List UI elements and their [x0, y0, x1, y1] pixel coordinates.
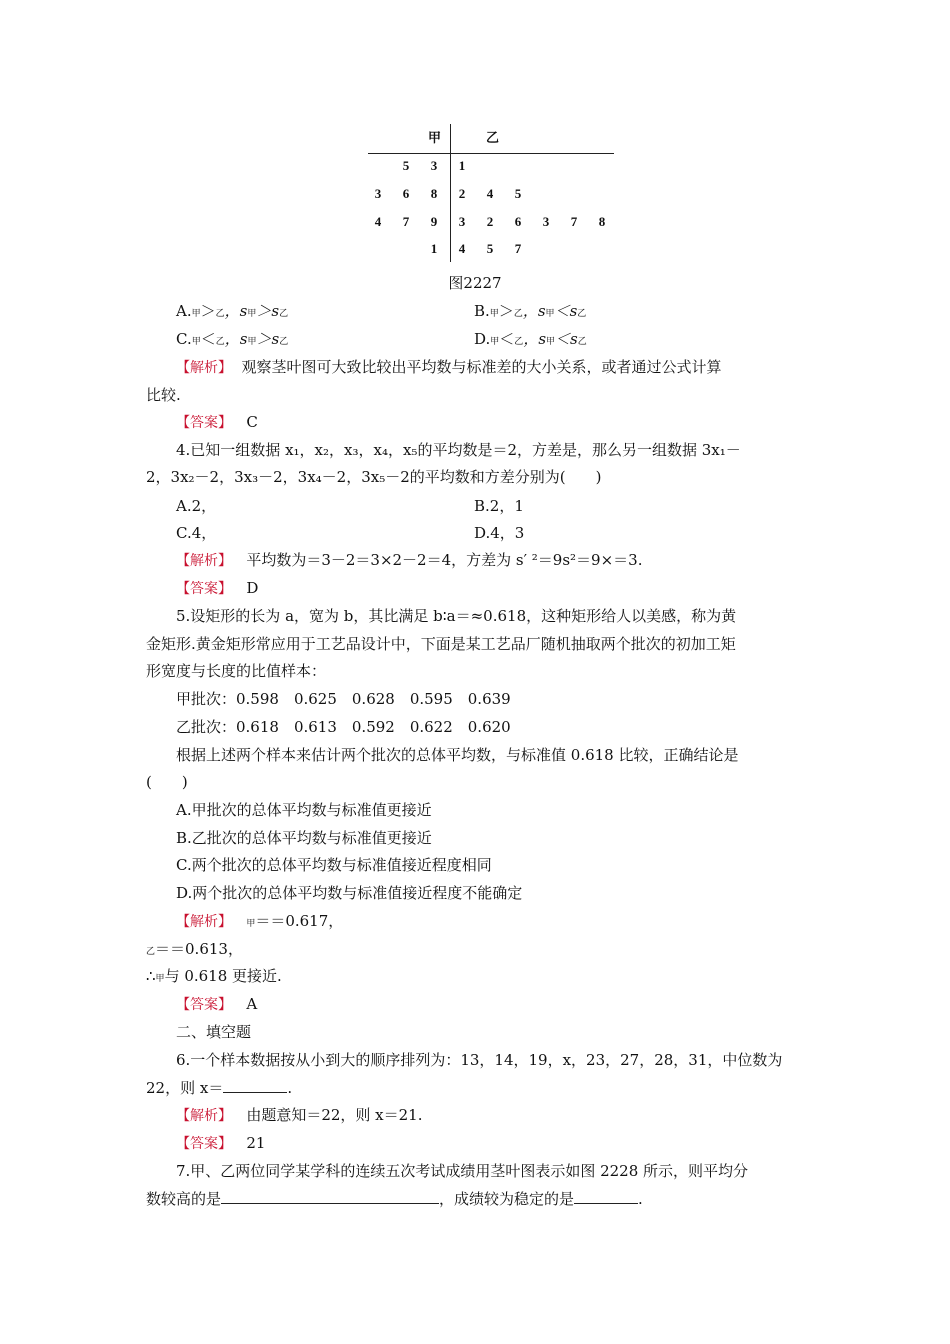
q5-option-d: D.两个批次的总体平均数与标准值接近程度不能确定: [176, 884, 523, 902]
leaf-left: 3: [430, 158, 438, 173]
q4-stem-cont: 2，3x₂－2，3x₃－2，3x₄－2，3x₅－2的平均数和方差分别为( ): [146, 468, 602, 486]
leaf-left: 9: [430, 214, 438, 229]
q5-question-cont: ( ): [146, 773, 188, 791]
q7-stem: 7.甲、乙两位同学某学科的连续五次考试成绩用茎叶图表示如图 2228 所示，则平均分: [176, 1162, 749, 1180]
q5-batch-jia: 甲批次：0.598 0.625 0.628 0.595 0.639: [176, 690, 511, 708]
leaf-left: 4: [374, 214, 382, 229]
answer-tag: 【答案】: [176, 1136, 232, 1152]
q3-analysis: 【解析】 观察茎叶图可大致比较出平均数与标准差的大小关系，或者通过公式计算: [176, 358, 722, 376]
stem: 2: [458, 186, 466, 201]
analysis-tag: 【解析】: [176, 553, 232, 569]
figure-head-left: 甲: [428, 130, 442, 145]
q6-stem-cont: 22，则 x＝ .: [146, 1079, 293, 1097]
q3-option-b: B.甲＞乙，s甲＜s乙: [474, 302, 587, 320]
q5-option-b: B.乙批次的总体平均数与标准值更接近: [176, 829, 432, 847]
q4-option-b: B.2，1: [474, 497, 524, 515]
answer-tag: 【答案】: [176, 581, 232, 597]
leaf-left: 3: [374, 186, 382, 201]
leaf-right: 7: [514, 241, 522, 256]
leaf-right: 3: [542, 214, 550, 229]
q3-answer: 【答案】 C: [176, 413, 258, 431]
q5-stem-cont: 金矩形.黄金矩形常应用于工艺品设计中，下面是某工艺品厂随机抽取两个批次的初加工矩: [146, 635, 736, 653]
figure-horizontal-line: [368, 153, 614, 154]
q3-option-d: D.甲＜乙，s甲＜s乙: [474, 330, 587, 348]
q4-stem: 4.已知一组数据 x₁，x₂，x₃，x₄，x₅的平均数是＝2，方差是，那么另一组数据 3x₁－: [176, 441, 741, 459]
analysis-tag: 【解析】: [176, 1108, 232, 1124]
q7-blank-1: [221, 1189, 439, 1204]
q4-answer: 【答案】 D: [176, 579, 259, 597]
leaf-left: 1: [430, 241, 438, 256]
figure-vertical-line: [450, 124, 451, 262]
q5-stem-cont2: 形宽度与长度的比值样本：: [146, 662, 327, 680]
q3-option-a: A.甲＞乙，s甲＞s乙: [176, 302, 289, 320]
q5-question: 根据上述两个样本来估计两个批次的总体平均数，与标准值 0.618 比较，正确结论是: [176, 746, 739, 764]
q5-batch-yi: 乙批次：0.618 0.613 0.592 0.622 0.620: [176, 718, 511, 736]
figure-caption: 图2227: [448, 274, 502, 292]
q6-answer: 【答案】 21: [176, 1134, 266, 1152]
q4-analysis: 【解析】 平均数为＝3－2＝3×2－2＝4，方差为 s′ ²＝9s²＝9×＝3.: [176, 551, 643, 569]
leaf-left: 6: [402, 186, 410, 201]
leaf-right: 5: [486, 241, 494, 256]
q4-option-a: A.2，: [176, 497, 217, 515]
leaf-left: 8: [430, 186, 438, 201]
leaf-right: 5: [514, 186, 522, 201]
q5-option-c: C.两个批次的总体平均数与标准值接近程度相同: [176, 856, 492, 874]
q4-option-c: C.4，: [176, 524, 217, 542]
analysis-tag: 【解析】: [176, 360, 232, 376]
q6-blank: [223, 1078, 287, 1093]
leaf-right: 7: [570, 214, 578, 229]
answer-tag: 【答案】: [176, 415, 232, 431]
leaf-left: 7: [402, 214, 410, 229]
q7-stem-cont: 数较高的是 ，成绩较为稳定的是 .: [146, 1190, 643, 1208]
leaf-right: 8: [598, 214, 606, 229]
q3-option-c: C.甲＜乙，s甲＞s乙: [176, 330, 289, 348]
q5-answer: 【答案】 A: [176, 995, 258, 1013]
leaf-right: 6: [514, 214, 522, 229]
section-title: 二、填空题: [176, 1023, 252, 1041]
q7-blank-2: [574, 1189, 638, 1204]
q5-analysis-line3: ∴甲与 0.618 更接近.: [146, 967, 282, 985]
q6-stem: 6.一个样本数据按从小到大的顺序排列为：13，14，19，x，23，27，28，31，中位数为: [176, 1051, 783, 1069]
leaf-right: 4: [486, 186, 494, 201]
q5-option-a: A.甲批次的总体平均数与标准值更接近: [176, 801, 432, 819]
leaf-right: 2: [486, 214, 494, 229]
leaf-left: 5: [402, 158, 410, 173]
q4-option-d: D.4，3: [474, 524, 525, 542]
stem: 4: [458, 241, 466, 256]
answer-tag: 【答案】: [176, 997, 232, 1013]
q5-stem: 5.设矩形的长为 a，宽为 b，其比满足 b∶a＝≈0.618，这种矩形给人以美感，称为黄: [176, 607, 737, 625]
q6-analysis: 【解析】 由题意知＝22，则 x＝21.: [176, 1106, 423, 1124]
q3-analysis-cont: 比较.: [146, 386, 181, 404]
figure-head-right: 乙: [486, 130, 500, 145]
q5-analysis-line2: 乙＝＝0.613，: [146, 940, 243, 958]
q5-analysis: 【解析】 甲＝＝0.617，: [176, 912, 344, 930]
stem: 1: [458, 158, 466, 173]
stem-leaf-figure: [368, 124, 616, 264]
stem: 3: [458, 214, 466, 229]
analysis-tag: 【解析】: [176, 914, 232, 930]
